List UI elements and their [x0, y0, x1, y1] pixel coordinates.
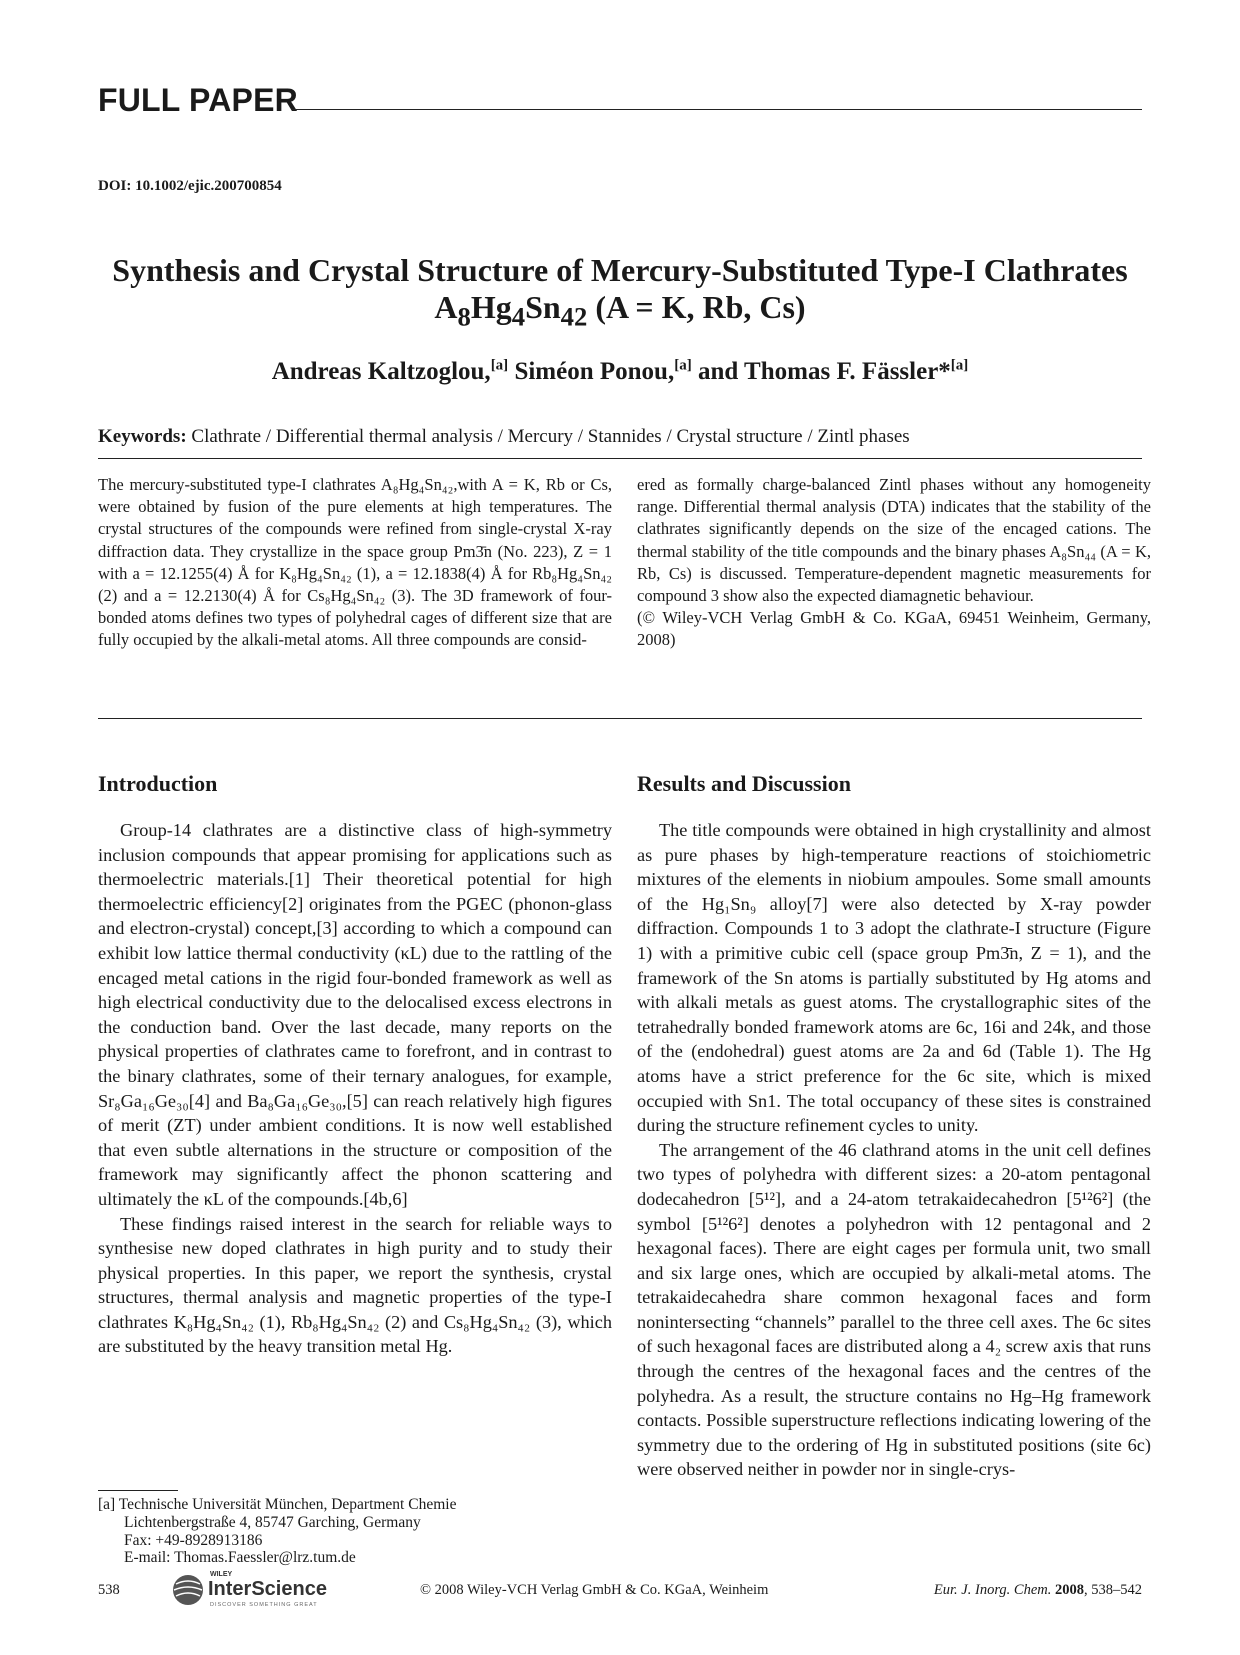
title-line-2: $A_8Hg_4Sn_{42}$ (A = K, Rb, Cs)	[434, 289, 806, 332]
logo-main-text: InterScience	[208, 1578, 327, 1600]
intro-paragraph-1: Group-14 clathrates are a distinctive class of high-symmetry inclusion compounds that appear promising for applications such as thermoelectric materials.[1] Their theoretical potential for high thermoelectric efficiency[2] originates from the PGEC (phonon-glass and electron-crystal) concept,[3] according to which a compound can exhibit low lattice thermal conductivity (κL) due to the rattling of the encaged metal cations in the rigid four-bonded framework as well as high electrical conductivity due to the delocalised excess electrons in the conduction band. Over the last decade, many reports on the physical properties of clathrates came to forefront, and in contrast to the binary clathrates, some of their ternary analogues, for example, Sr₈Ga₁₆Ge₃₀[4] and Ba₈Ga₁₆Ge₃₀,[5] can reach relatively high figures of merit (ZT) under ambient conditions. It is now well established that even subtle alternations in the structure or composition of the framework may significantly affect the phonon scattering and ultimately the κL of the compounds.[4b,6]	[98, 820, 612, 1209]
logo-globe-icon	[173, 1575, 203, 1605]
paper-title	[98, 252, 1142, 332]
journal-name: Eur. J. Inorg. Chem.	[933, 1582, 1052, 1598]
keywords-label: Keywords:	[98, 426, 187, 447]
journal-citation	[934, 1582, 1142, 1599]
title-line-1: Synthesis and Crystal Structure of Mercury-Substituted Type-I Clathrates	[112, 252, 1128, 288]
footnote-email[interactable]: E-mail: Thomas.Faessler@lrz.tum.de	[124, 1549, 356, 1567]
copyright-notice: © 2008 Wiley-VCH Verlag GmbH & Co. KGaA, Weinheim	[420, 1582, 769, 1598]
abstract-copyright: (© Wiley-VCH Verlag GmbH & Co. KGaA, 69451 Weinheim, Germany, 2008)	[637, 608, 1151, 650]
footnote-rule	[98, 1490, 178, 1491]
abstract-left	[98, 474, 612, 652]
keywords	[98, 426, 910, 448]
abstract-para: ered as formally charge-balanced Zintl phases without any homogeneity range. Differential thermal analysis (DTA) indicates that the stability of the clathrates significantly depends on the size of the encaged cations. The thermal stability of the title compounds and the binary phases A₈Sn₄₄ (A = K, Rb, Cs) is discussed. Temperature-dependent magnetic measurements for compound 3 show also the expected diamagnetic behaviour.	[637, 475, 1151, 606]
intro-heading: Introduction	[98, 771, 218, 796]
keywords-rule	[98, 458, 1142, 459]
author-2: Siméon Ponou,	[514, 358, 675, 385]
header-rule	[292, 109, 1142, 110]
affiliation-footnote	[98, 1496, 618, 1567]
results-body	[637, 818, 1151, 1482]
logo-wiley-text: WILEY	[210, 1571, 233, 1578]
results-heading: Results and Discussion	[637, 771, 851, 796]
keywords-text: Clathrate / Differential thermal analysis / Mercury / Stannides / Crystal structure / Zintl phases	[186, 426, 910, 447]
footnote-line: Lichtenbergstraße 4, 85747 Garching, Germany	[124, 1513, 421, 1531]
interscience-logo[interactable]	[170, 1566, 370, 1610]
intro-paragraph-2: These findings raised interest in the search for reliable ways to synthesise new doped clathrates in high purity and to study their physical properties. In this paper, we report the synthesis, crystal structures, thermal analysis and magnetic properties of the type-I clathrates K₈Hg₄Sn₄₂ (1), Rb₈Hg₄Sn₄₂ (2) and Cs₈Hg₄Sn₄₂ (3), which are substituted by the heavy transition metal Hg.	[98, 1213, 612, 1357]
logo-tagline: DISCOVER SOMETHING GREAT	[210, 1602, 318, 1608]
footnote-line: [a] Technische Universität München, Department Chemie	[98, 1496, 457, 1513]
journal-pages: , 538–542	[1084, 1582, 1142, 1598]
abstract-para: The mercury-substituted type-I clathrates A₈Hg₄Sn₄₂,with A = K, Rb or Cs, were obtained by fusion of the pure elements at high temperatures. The crystal structures of the compounds were refined from single-crystal X-ray diffraction data. They crystallize in the space group Pm3̄n (No. 223), Z = 1 with a = 12.1255(4) Å for K₈Hg₄Sn₄₂ (1), a = 12.1838(4) Å for Rb₈Hg₄Sn₄₂ (2) and a = 12.2130(4) Å for Cs₈Hg₄Sn₄₂ (3). The 3D framework of four-bonded atoms defines two types of polyhedral cages of different size that are fully occupied by the alkali-metal atoms. All three compounds are consid-	[98, 475, 612, 650]
intro-body	[98, 818, 612, 1359]
author-1: Andreas Kaltzoglou,	[271, 358, 491, 385]
footnote-line: Fax: +49-8928913186	[124, 1531, 263, 1549]
authors: Andreas Kaltzoglou,[a] Siméon Ponou,[a] and Thomas F. Fässler*[a]	[271, 357, 969, 385]
abstract-right	[637, 474, 1151, 652]
page-number: 538	[98, 1582, 120, 1598]
journal-year: 2008	[1055, 1582, 1084, 1598]
author-3: and Thomas F. Fässler*	[697, 358, 951, 385]
abstract-rule	[98, 718, 1142, 719]
section-label: FULL PAPER	[98, 82, 298, 118]
results-paragraph-1: The title compounds were obtained in high crystallinity and almost as pure phases by high-temperature reactions of stoichiometric mixtures of the elements in niobium ampoules. Some small amounts of the Hg₁Sn₉ alloy[7] were also detected by X-ray powder diffraction. Compounds 1 to 3 adopt the clathrate-I structure (Figure 1) with a primitive cubic cell (space group Pm3̄n, Z = 1), and the framework of the Sn atoms is partially substituted by Hg atoms and with alkali metals as guest atoms. The crystallographic sites of the tetrahedrally bonded framework atoms are 6c, 16i and 24k, and those of the (endohedral) guest atoms are 2a and 6d (Table 1). The Hg atoms have a strict preference for the 6c site, which is mixed occupied with Sn1. The total occupancy of these sites is constrained during the structure refinement cycles to unity.	[637, 820, 1151, 1136]
doi[interactable]: DOI: 10.1002/ejic.200700854	[98, 178, 282, 194]
results-paragraph-2: The arrangement of the 46 clathrand atoms in the unit cell defines two types of polyhedra with different sizes: a 20-atom pentagonal dodecahedron [5¹²], and a 24-atom tetrakaidecahedron [5¹²6²] (the symbol [5¹²6²] denotes a polyhedron with 12 pentagonal and 2 hexagonal faces). There are eight cages per formula unit, two small and six large ones, which are occupied by alkali-metal atoms. The tetrakaidecahedra share common hexagonal faces and form nonintersecting “channels” parallel to the three cell axes. The 6c sites of such hexagonal faces are distributed along a 4₂ screw axis that runs through the centres of the hexagonal faces and the centres of the polyhedra. As a result, the structure contains no Hg–Hg framework contacts. Possible superstructure reflections indicating lowering of the symmetry due to the ordering of Hg in substituted positions (site 6c) were observed neither in powder nor in single-crys-	[637, 1139, 1151, 1480]
